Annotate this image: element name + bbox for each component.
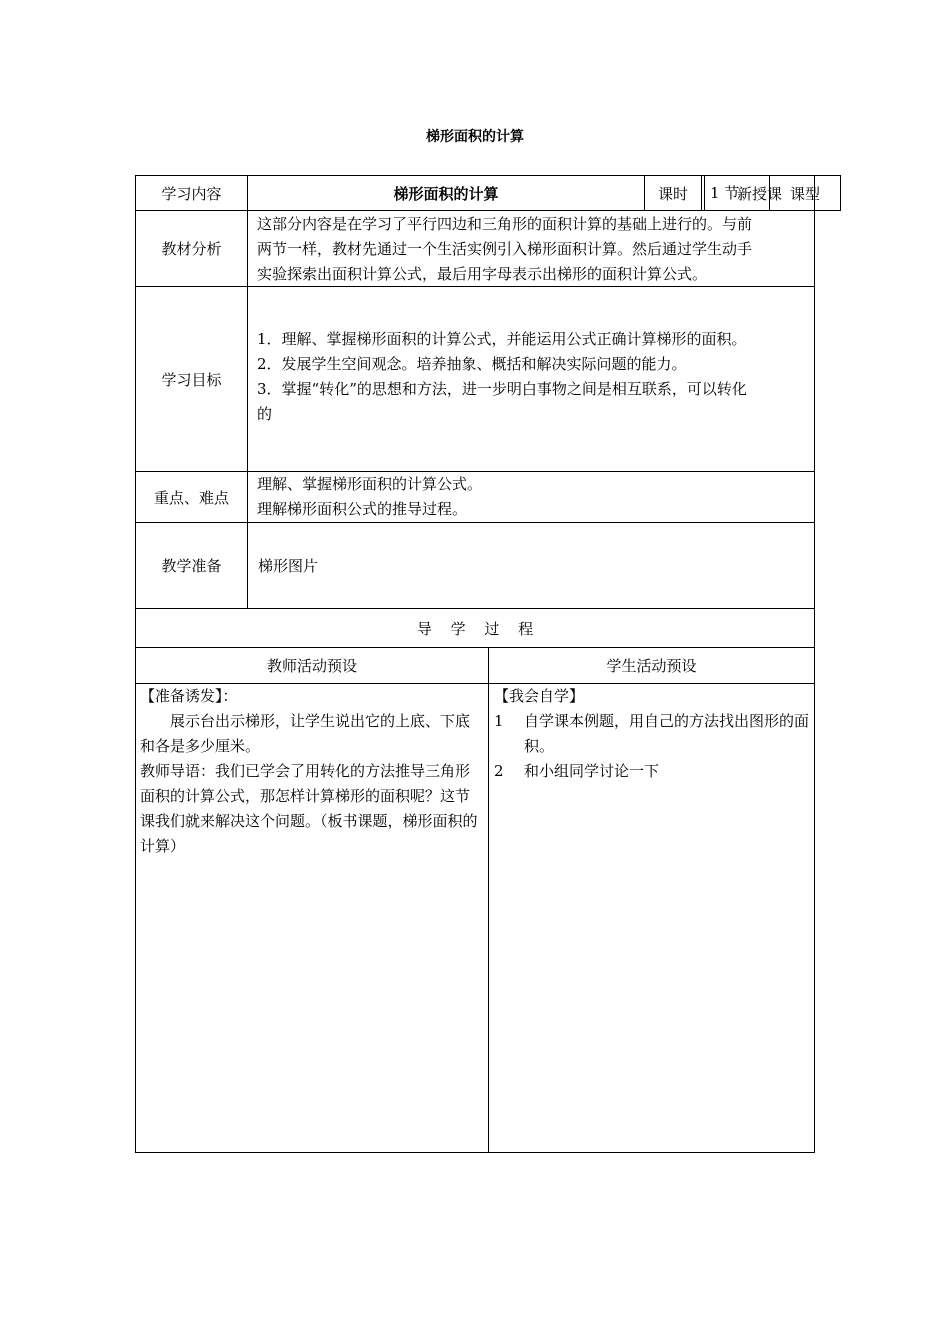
analysis-line: 实验探索出面积计算公式，最后用字母表示出梯形的面积计算公式。 [257,265,708,283]
keypoint-line: 理解梯形面积公式的推导过程。 [257,500,468,518]
teacher-activity-text [140,684,484,859]
period-value: 1 节 [710,184,740,202]
student-item-number: 1 [494,712,504,730]
process-heading-cell [135,608,815,648]
teacher-activity-cell [135,683,489,1153]
teacher-section-title: 【准备诱发】： [140,687,238,705]
keypoint-line: 理解、掌握梯形面积的计算公式。 [257,475,483,493]
student-item-number: 2 [494,762,504,780]
content-value: 梯形面积的计算 [393,184,499,203]
prep-content-cell [247,522,815,609]
analysis-line: 这部分内容是在学习了平行四边和三角形的面积计算的基础上进行的。与前 [257,215,753,233]
teacher-heading-cell [135,647,489,684]
period-label-cell [644,175,702,211]
analysis-label-cell [135,210,248,287]
student-item [494,759,810,784]
keypoints-label-cell [135,471,248,523]
keypoints-text [257,472,482,522]
student-activity-cell [488,683,815,1153]
content-label: 学习内容 [161,184,222,203]
keypoints-label: 重点、难点 [153,488,229,507]
teacher-para: 教师导语：我们已学会了用转化的方法推导三角形面积的计算公式，那怎样计算梯形的面积呢？这节课我们就来解决这个问题。（板书课题，梯形面积的计算） [140,762,478,855]
analysis-line: 两节一样，教材先通过一个生活实例引入梯形面积计算。然后通过学生动手 [257,240,753,258]
analysis-label: 教材分析 [161,240,222,258]
student-section-title: 【我会自学】 [494,687,585,705]
process-heading: 导 学 过 程 [416,619,534,638]
analysis-text [257,212,752,287]
goals-text [257,327,747,427]
analysis-content-cell [247,210,815,287]
prep-label-cell [135,522,248,609]
type-value: 新授课 [736,184,782,203]
goals-content-cell [247,286,815,472]
goal-line: 2．发展学生空间观念。培养抽象、概括和解决实际问题的能力。 [257,355,687,373]
student-heading-cell [488,647,815,684]
teacher-heading: 教师活动预设 [266,657,357,675]
teacher-para: 展示台出示梯形，让学生说出它的上底、下底和各是多少厘米。 [140,712,471,755]
goal-line: 3．掌握“转化”的思想和方法，进一步明白事物之间是相互联系，可以转化 [257,380,747,398]
goal-line: 的 [257,405,273,423]
goals-label: 学习目标 [161,370,222,389]
content-value-cell [247,175,645,211]
prep-value: 梯形图片 [258,557,319,575]
period-label: 课时 [657,184,688,203]
course-type-value-cell [704,175,815,211]
type-value-cell [840,175,841,176]
lesson-plan-table [135,175,820,1153]
student-item [494,709,810,759]
prep-label: 教学准备 [161,557,222,575]
goal-line: 1．理解、掌握梯形面积的计算公式，并能运用公式正确计算梯形的面积。 [257,330,747,348]
goals-label-cell [135,286,248,472]
student-item-text: 和小组同学讨论一下 [524,762,660,780]
student-heading: 学生活动预设 [606,657,697,675]
document-title: 梯形面积的计算 [426,129,524,145]
type-label: 课型 [789,184,820,203]
student-item-text: 自学课本例题，用自己的方法找出图形的面积。 [524,712,810,755]
keypoints-content-cell [247,471,815,523]
student-activity-text [494,684,810,784]
content-label-cell [135,175,248,211]
